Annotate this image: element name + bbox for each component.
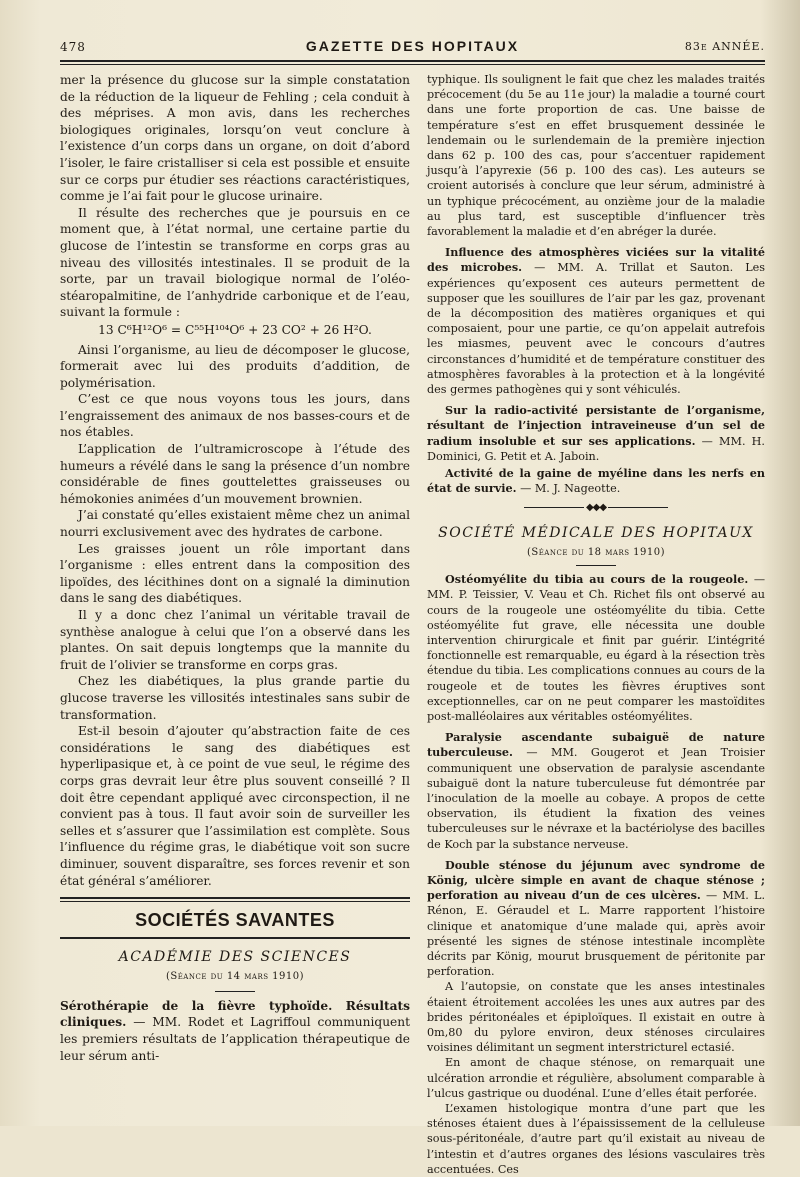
article xyxy=(427,858,765,980)
article-body: — MM. L. Rénon, E. Géraudel et L. Marre rapportent l’histoire clinique et anatomique d’une malade qui, après avoir présenté les signes de sténose intestinale incomplète décrits par König, mourut brusquement de péritonite par perforation. xyxy=(427,889,765,979)
short-rule xyxy=(576,565,616,566)
article xyxy=(427,466,765,496)
article-body: — MM. A. Trillat et Sauton. Les expériences qu’exposent ces auteurs permettent de supposer que les souillures de l’air par les gaz, provenant de la décomposition des matières organiques et qui composaient, pour une partie, ce qu’on appelait autrefois les miasmes, peuvent avec le concours d’autres circonstances d’humidité et de température constituer des atmosphères favorables à la protection et à la longévité des germes pathogènes qui y sont véhiculés. xyxy=(427,261,765,397)
section-rule xyxy=(60,937,410,939)
journal-title: GAZETTE DES HOPITAUX xyxy=(305,38,520,54)
paragraph: A l’autopsie, on constate que les anses intestinales étaient étroitement accolées les unes aux autres par des brides péritonéales et épiploïques. Il existait en outre à 0m,80 du pylore environ, deux sténoses circulaires voisines délimitant un segment interstricturel ectasié. xyxy=(427,980,765,1055)
section-heading: SOCIÉTÉS SAVANTES xyxy=(135,910,335,931)
seance-date: (Séance du 18 mars 1910) xyxy=(526,546,666,558)
paragraph: Chez les diabétiques, la plus grande partie du glucose traverse les villosités intestinales sans subir de transformation. xyxy=(60,674,410,722)
page-number: 478 xyxy=(60,40,86,54)
article-body: — MM. Gougerot et Jean Troisier communiquent une observation de paralysie ascendante subaiguë dont la nature tuberculeuse fut démontrée par l’inoculation de la moelle au cobaye. A propos de cette observation, ils étudient la fixation des veines tuberculeuses sur le névraxe et la bactériolyse des bacilles de Koch par la substance nerveuse. xyxy=(427,746,765,851)
paragraph: J’ai constaté qu’elles existaient même chez un animal nourri exclusivement avec des hydrates de carbone. xyxy=(60,508,410,540)
paragraph: Il y a donc chez l’animal un véritable travail de synthèse analogue à celui que l’on a observé dans les plantes. On sait depuis longtemps que la mannite du fruit de l’olivier se transforme en corps gras. xyxy=(60,608,410,672)
paragraph: typhique. Ils soulignent le fait que chez les malades traités précocement (du 5e au 11e jour) la maladie a tourné court dans une forte proportion de cas. Une baisse de température s’est en effet brusquement dessinée le lendemain ou le surlendemain de la première injection dans 62 p. 100 des cas, pour s’accentuer rapidement jusqu’à l’apyrexie (56 p. 100 des cas). Les auteurs se croient autorisés à conclure que leur sérum, administré à un typhique précocément, au onzième jour de la maladie au plus tard, est susceptible d’influencer très favorablement la maladie et d’en abréger la durée. xyxy=(427,73,765,239)
ornament-divider: ◆◆◆ xyxy=(427,500,765,515)
academy-heading: ACADÉMIE DES SCIENCES xyxy=(118,948,352,965)
section-rule xyxy=(60,897,410,899)
header-rule-thin xyxy=(60,64,765,65)
seance-date: (Séance du 14 mars 1910) xyxy=(165,971,305,983)
paragraph: L’application de l’ultramicroscope à l’étude des humeurs a révélé dans le sang la présence d’un nombre considérable de fines gouttelettes graisseuses ou hémokonies animées d’un mouvement brownien. xyxy=(60,442,410,506)
short-rule xyxy=(215,991,255,992)
society-heading: SOCIÉTÉ MÉDICALE DES HOPITAUX xyxy=(438,524,754,541)
article-body: — MM. P. Teissier, V. Veau et Ch. Richet fils ont observé au cours de la rougeole une ostéomyélite du tibia. Cette ostéomyélite fut grave, elle nécessita une double intervention chirurgicale et finit par guérir. L’intégrité fonctionnelle est remarquable, eu égard à la résection très étendue du tibia. Les complications connues au cours de la rougeole et de toutes les fièvres éruptives sont exceptionnelles, car on ne peut comparer les mastoïdites post-malléolaires aux véritables ostéomyélites. xyxy=(427,573,765,723)
article-body: — MM. Rodet et Lagriffoul communiquent les premiers résultats de l’application thérapeutique de leur sérum anti- xyxy=(60,1015,411,1063)
article-title: Ostéomyélite du tibia au cours de la rougeole. xyxy=(445,572,749,587)
right-column xyxy=(427,72,765,1177)
article-body: — M. J. Nageotte. xyxy=(520,482,621,496)
running-header xyxy=(60,36,765,58)
article-title: Double sténose du jéjunum avec syndrome de König, ulcère simple en avant de chaque sténose ; perforation au niveau d’un de ces ulcères. xyxy=(427,857,765,903)
article xyxy=(427,245,765,397)
article xyxy=(60,998,410,1064)
article-title: Sur la radio-activité persistante de l’organisme, résultant de l’injection intraveineuse d’un sel de radium insoluble et sur ses applications. xyxy=(427,403,765,448)
article-body: — MM. H. Dominici, G. Petit et A. Jaboin. xyxy=(427,434,765,463)
paragraph: En amont de chaque sténose, on remarquait une ulcération arrondie et régulière, absolument comparable à l’ulcus gastrique ou duodénal. L’une d’elles était perforée. xyxy=(427,1056,765,1100)
article xyxy=(427,572,765,724)
article xyxy=(427,730,765,852)
section-rule-thin xyxy=(60,901,410,902)
header-rule xyxy=(60,60,765,62)
paragraph: Ainsi l’organisme, au lieu de décomposer le glucose, formerait avec lui des produits d’addition, de polymérisation. xyxy=(60,342,410,390)
article-title: Influence des atmosphères viciées sur la vitalité des microbes. xyxy=(427,245,765,275)
article-title: Sérothérapie de la fièvre typhoïde. Résultats cliniques. xyxy=(60,998,410,1030)
paragraph: Les graisses jouent un rôle important dans l’organisme : elles entrent dans la composition des lipoïdes, des lécithines dont on a signalé la diminution dans le sang des diabétiques. xyxy=(60,541,410,606)
article xyxy=(427,403,765,464)
chemical-formula: 13 C⁶H¹²O⁶ = C⁵⁵H¹⁰⁴O⁶ + 23 CO² + 26 H²O. xyxy=(98,322,372,337)
paragraph: C’est ce que nous voyons tous les jours, dans l’engraissement des animaux de nos basses-cours et de nos étables. xyxy=(60,392,410,440)
paragraph: L’examen histologique montra d’une part que les sténoses étaient dues à l’épaississement de la celluleuse sous-péritonéale, d’autre part qu’il existait au niveau de l’intestin et d’autres organes des lésions vasculaires très accentuées. Ces xyxy=(427,1102,765,1176)
paragraph: Est-il besoin d’ajouter qu’abstraction faite de ces considérations le sang des diabétiques est hyperlipasique et, à ce point de vue seul, le régime des corps gras devrait leur être plus souvent conseillé ? Il doit être cependant appliqué avec circonspection, il ne convient pas à tous. Il faut avoir soin de surveiller les selles et s’assurer que l’assimilation est complète. Sous l’influence du régime gras, le diabétique voit son sucre diminuer, souvent disparaître, ses forces revenir et son état général s’améliorer. xyxy=(60,724,410,888)
left-column xyxy=(60,72,410,1064)
year-label: 83e ANNÉE. xyxy=(684,40,765,53)
paragraph: mer la présence du glucose sur la simple constatation de la réduction de la liqueur de Fehling ; cela conduit à des méprises. A mon avis, dans les recherches biologiques originales, lorsqu’on veut conclure à l’existence d’un corps dans un organe, on doit d’abord l’isoler, le faire cristalliser si cela est possible et ensuite sur ce corps pur étudier ses réactions caractéristiques, comme je l’ai fait pour le glucose urinaire. xyxy=(60,73,410,204)
paragraph: Il résulte des recherches que je poursuis en ce moment que, à l’état normal, une certaine partie du glucose de l’intestin se transforme en corps gras au niveau des villosités intestinales. Il se produit de la sorte, par un travail biologique normal de l’oléo-stéaropalmitine, de l’anhydride carbonique et de l’eau, suivant la formule : xyxy=(60,205,410,320)
article-title: Paralysie ascendante subaiguë de nature tuberculeuse. xyxy=(427,730,765,760)
article-title: Activité de la gaine de myéline dans les nerfs en état de survie. xyxy=(427,466,765,496)
